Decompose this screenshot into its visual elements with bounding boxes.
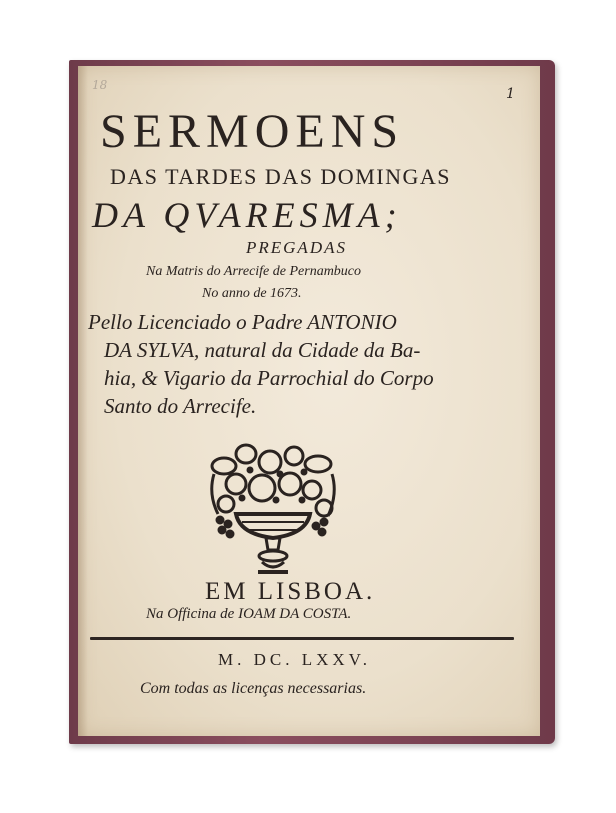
- imprint-press: Na Officina de IOAM DA COSTA.: [146, 606, 352, 622]
- imprint-license: Com todas as licenças necessarias.: [140, 680, 367, 697]
- title-line-2: DAS TARDES DAS DOMINGAS: [110, 164, 451, 189]
- page-number: 1: [506, 86, 515, 102]
- fruit-basket-woodcut-icon: [206, 434, 340, 576]
- page-gutter-shadow: [78, 66, 88, 736]
- author-line-4: Santo do Arrecife.: [104, 394, 257, 418]
- title-line-4: PREGADAS: [246, 238, 347, 257]
- year-line: No anno de 1673.: [202, 286, 302, 301]
- author-line-1: Pello Licenciado o Padre ANTONIO: [88, 310, 397, 334]
- corner-mark: 18: [92, 78, 108, 92]
- author-line-3: hia, & Vigario da Parrochial do Corpo: [104, 366, 434, 390]
- location-line: Na Matris do Arrecife de Pernambuco: [146, 264, 362, 279]
- title-line-3: DA QVARESMA;: [92, 195, 402, 235]
- imprint-city: EM LISBOA.: [205, 578, 376, 605]
- title-line-1: SERMOENS: [100, 105, 405, 158]
- horizontal-rule: [90, 637, 514, 640]
- imprint-year: M. DC. LXXV.: [218, 650, 372, 669]
- author-line-2: DA SYLVA, natural da Cidade da Ba-: [104, 338, 421, 362]
